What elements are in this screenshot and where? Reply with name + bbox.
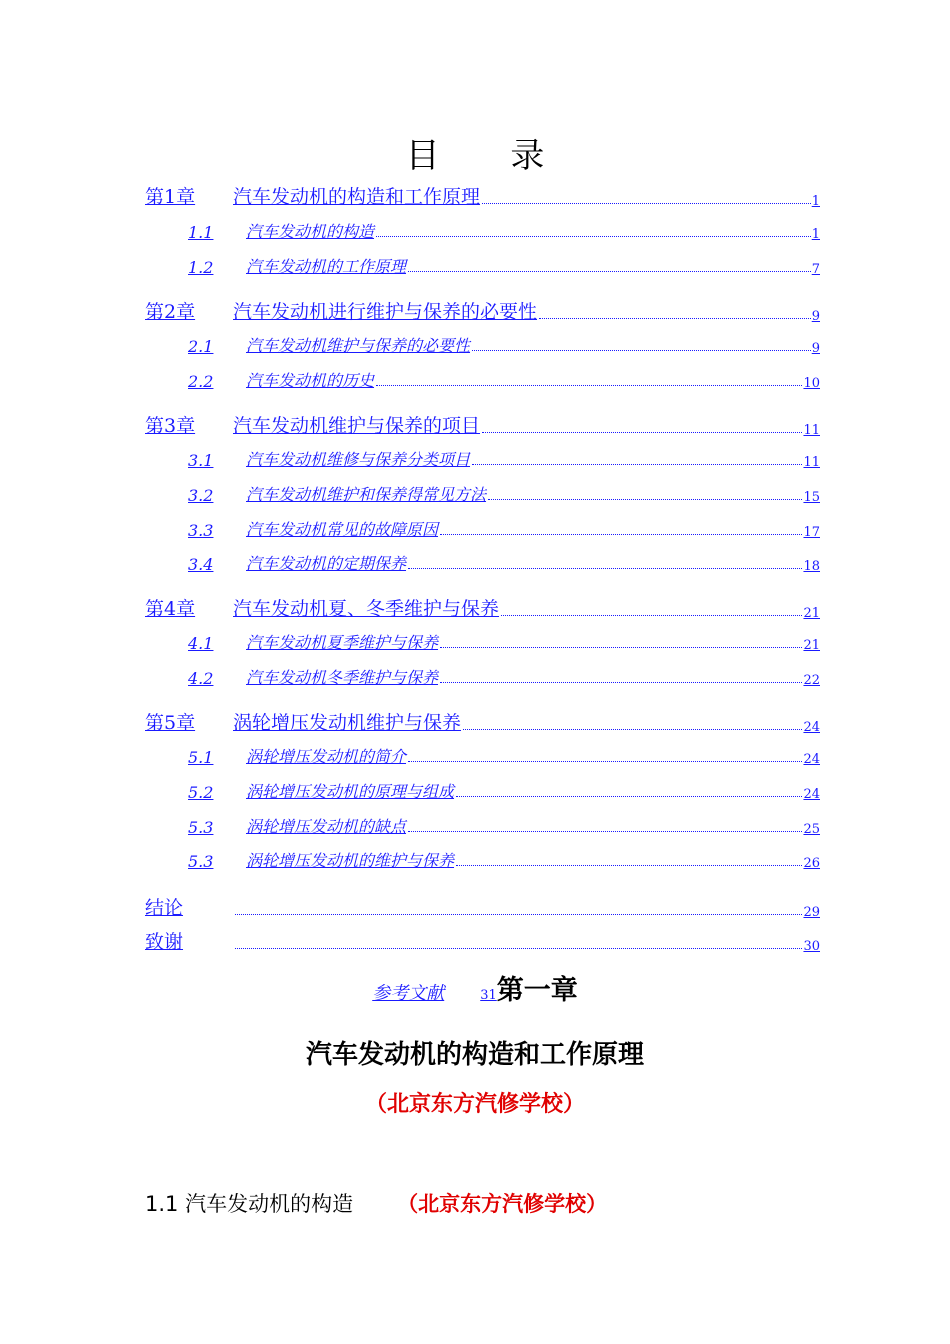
toc-entry-number: 3.2 [188, 486, 214, 505]
toc-entry-chapter-4[interactable] [145, 594, 820, 621]
school-note: （北京东方汽修学校） [364, 1092, 585, 1117]
toc-entry-number: 第1章 [145, 186, 196, 208]
toc-entry-page: 29 [803, 905, 820, 920]
toc-entry-number: 1.2 [188, 258, 214, 277]
toc-entry-text: 汽车发动机的历史 [246, 371, 375, 390]
toc-dot-leader [235, 913, 802, 915]
toc-entry-page: 18 [803, 559, 820, 574]
toc-entry-text: 涡轮增压发动机的缺点 [246, 817, 407, 836]
toc-dot-leader [463, 728, 802, 730]
toc-entry-page: 7 [811, 262, 820, 277]
toc-entry-references[interactable]: 参考文献 [372, 983, 445, 1004]
toc-entry-page: 9 [811, 341, 820, 356]
toc-entry-page: 21 [803, 638, 820, 653]
toc-entry-page: 22 [803, 673, 820, 688]
toc-entry-page: 10 [803, 376, 820, 391]
toc-entry-number: 5.3 [188, 852, 214, 871]
toc-entry-page: 24 [803, 752, 820, 767]
toc-entry-number: 2.2 [188, 372, 214, 391]
toc-entry-page: 9 [811, 309, 820, 324]
toc-entry-page: 24 [803, 787, 820, 802]
toc-entry-text: 涡轮增压发动机维护与保养 [233, 712, 462, 734]
toc-entry-page: 15 [803, 490, 820, 505]
toc-entry-text: 涡轮增压发动机的简介 [246, 747, 407, 766]
chapter-title: 汽车发动机的构造和工作原理 [305, 1040, 644, 1070]
toc-entry-text: 汽车发动机夏季维护与保养 [246, 633, 439, 652]
toc-entry-page: 21 [803, 606, 820, 621]
toc-dot-leader [539, 317, 811, 319]
toc-entry-references-page[interactable]: 31 [480, 988, 497, 1003]
toc-dot-leader [440, 533, 802, 535]
toc-dot-leader [501, 614, 802, 616]
toc-entry-section-5-3[interactable] [188, 814, 820, 837]
toc-entry-number: 5.3 [188, 818, 214, 837]
toc-dot-leader [472, 463, 802, 465]
toc-entry-text: 汽车发动机进行维护与保养的必要性 [233, 301, 538, 323]
toc-dot-leader [408, 760, 802, 762]
toc-dot-leader [482, 202, 811, 204]
chapter-label: 第一章 [496, 975, 578, 1006]
toc-entry-section-1-1[interactable] [188, 219, 820, 242]
toc-entry-page: 17 [803, 525, 820, 540]
toc-dot-leader [472, 349, 811, 351]
toc-entry-chapter-3[interactable] [145, 411, 820, 438]
toc-entry-number: 结论 [145, 897, 184, 919]
toc-entry-number: 4.1 [188, 634, 214, 653]
toc-entry-section-4-1[interactable] [188, 630, 820, 653]
toc-dot-leader [235, 947, 802, 949]
toc-entry-section-3-3[interactable] [188, 517, 820, 540]
toc-entry-chapter-2[interactable] [145, 297, 820, 324]
toc-entry-section-5-3b[interactable] [188, 848, 820, 871]
toc-dot-leader [408, 567, 802, 569]
toc-title: 目 录 [405, 136, 575, 176]
toc-entry-number: 4.2 [188, 669, 214, 688]
toc-dot-leader [482, 431, 802, 433]
toc-entry-number: 致谢 [145, 931, 184, 953]
toc-entry-text: 汽车发动机常见的故障原因 [246, 520, 439, 539]
toc-entry-number: 3.1 [188, 451, 214, 470]
toc-entry-section-3-4[interactable] [188, 551, 820, 574]
toc-entry-number: 3.4 [188, 555, 214, 574]
toc-dot-leader [408, 270, 811, 272]
toc-entry-text: 汽车发动机夏、冬季维护与保养 [233, 598, 500, 620]
toc-entry-section-3-1[interactable] [188, 447, 820, 470]
toc-entry-section-2-2[interactable] [188, 368, 820, 391]
toc-entry-number: 第3章 [145, 415, 196, 437]
section-heading-text: 1.1 汽车发动机的构造 [145, 1192, 354, 1216]
toc-entry-section-2-1[interactable] [188, 333, 820, 356]
toc-dot-leader [408, 830, 802, 832]
toc-entry-section-1-2[interactable] [188, 254, 820, 277]
toc-entry-text: 汽车发动机的构造 [246, 222, 375, 241]
toc-entry-number: 5.2 [188, 783, 214, 802]
toc-entry-text: 汽车发动机维护和保养得常见方法 [246, 485, 487, 504]
toc-dot-leader [488, 498, 802, 500]
toc-entry-number: 3.3 [188, 521, 214, 540]
toc-dot-leader [456, 864, 802, 866]
toc-entry-page: 24 [803, 720, 820, 735]
toc-entry-page: 30 [803, 939, 820, 954]
toc-entry-section-3-2[interactable] [188, 482, 820, 505]
references-and-chapter-line [0, 968, 950, 1007]
toc-dot-leader [456, 795, 802, 797]
toc-dot-leader [376, 235, 811, 237]
toc-entry-number: 2.1 [188, 337, 214, 356]
toc-entry-text: 汽车发动机维护与保养的必要性 [246, 336, 471, 355]
toc-entry-page: 1 [811, 194, 820, 209]
toc-entry-text: 汽车发动机的定期保养 [246, 554, 407, 573]
toc-entry-text: 涡轮增压发动机的原理与组成 [246, 782, 455, 801]
toc-entry-page: 11 [803, 455, 820, 470]
toc-entry-number: 第2章 [145, 301, 196, 323]
toc-entry-text: 汽车发动机的构造和工作原理 [233, 186, 481, 208]
toc-entry-page: 25 [803, 822, 820, 837]
toc-entry-page: 26 [803, 856, 820, 871]
section-heading [145, 1188, 607, 1218]
toc-entry-number: 5.1 [188, 748, 214, 767]
toc-entry-chapter-5[interactable] [145, 708, 820, 735]
toc-entry-number: 1.1 [188, 223, 214, 242]
toc-entry-section-4-2[interactable] [188, 665, 820, 688]
toc-entry-conclusion[interactable] [145, 893, 820, 920]
toc-entry-text: 汽车发动机的工作原理 [246, 257, 407, 276]
toc-entry-text: 汽车发动机维修与保养分类项目 [246, 450, 471, 469]
toc-entry-number: 第5章 [145, 712, 196, 734]
toc-entry-acknowledgement[interactable] [145, 927, 820, 954]
toc-entry-section-5-1[interactable] [188, 744, 820, 767]
toc-entry-number: 第4章 [145, 598, 196, 620]
toc-entry-text: 汽车发动机维护与保养的项目 [233, 415, 481, 437]
toc-entry-page: 1 [811, 227, 820, 242]
toc-entry-chapter-1[interactable] [145, 182, 820, 209]
section-school-note: （北京东方汽修学校） [397, 1192, 608, 1216]
toc-dot-leader [440, 646, 802, 648]
toc-dot-leader [440, 681, 802, 683]
toc-entry-section-5-2[interactable] [188, 779, 820, 802]
toc-entry-text: 涡轮增压发动机的维护与保养 [246, 851, 455, 870]
toc-entry-page: 11 [803, 423, 820, 438]
toc-dot-leader [376, 384, 802, 386]
toc-entry-text: 汽车发动机冬季维护与保养 [246, 668, 439, 687]
